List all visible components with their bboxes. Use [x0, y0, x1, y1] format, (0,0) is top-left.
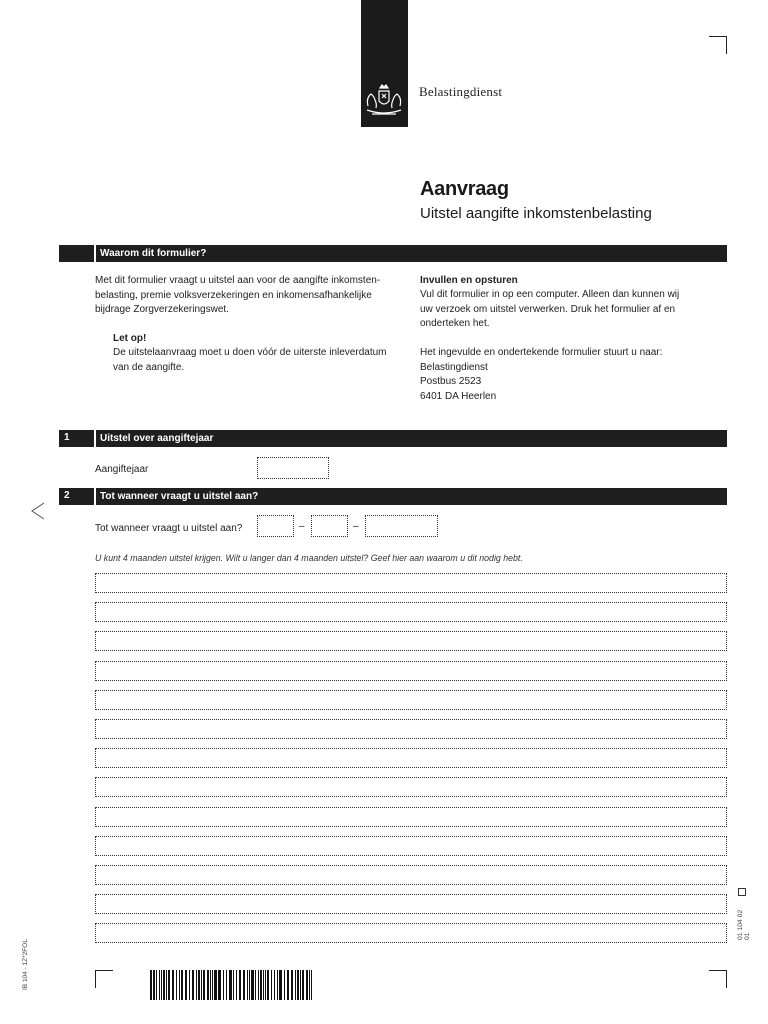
- reason-line-input[interactable]: [95, 748, 727, 768]
- barcode-bar: [295, 970, 296, 1000]
- barcode-bar: [196, 970, 197, 1000]
- form-code: 01 104 02 01: [737, 909, 751, 940]
- reason-line-input[interactable]: [95, 661, 727, 681]
- left-form-code: IB 104 - 1Z*2FOL: [22, 939, 29, 990]
- date-year-input[interactable]: [365, 515, 438, 537]
- barcode: [150, 970, 315, 1000]
- crop-mark-top-right: [709, 36, 727, 54]
- barcode-bar: [229, 970, 232, 1000]
- reason-line-input[interactable]: [95, 777, 727, 797]
- barcode-bar: [274, 970, 275, 1000]
- barcode-bar: [153, 970, 155, 1000]
- barcode-bar: [163, 970, 165, 1000]
- fold-chevron-icon: [28, 500, 46, 522]
- barcode-bar: [277, 970, 278, 1000]
- barcode-bar: [260, 970, 262, 1000]
- right-text: Vul dit formulier in op een computer. Alleen dan kunnen wij uw verzoek om uitstel verwerken. Druk het formulier af en onderteken het.: [420, 289, 680, 330]
- barcode-bar: [302, 970, 304, 1000]
- barcode-bar: [159, 970, 160, 1000]
- barcode-bar: [161, 970, 162, 1000]
- barcode-bar: [156, 970, 157, 1000]
- barcode-bar: [263, 970, 264, 1000]
- uitstel-datum-label: Tot wanneer vraagt u uitstel aan?: [95, 523, 243, 534]
- royal-coat-of-arms-icon: [362, 82, 406, 118]
- barcode-bar: [291, 970, 293, 1000]
- note-title: Let op!: [113, 333, 147, 344]
- reason-line-input[interactable]: [95, 807, 727, 827]
- reason-line-input[interactable]: [95, 690, 727, 710]
- section-number: 1: [64, 432, 70, 443]
- aangiftejaar-input[interactable]: [257, 457, 329, 479]
- right-title: Invullen en opsturen: [420, 275, 518, 286]
- page-title: Aanvraag: [420, 178, 509, 200]
- date-day-input[interactable]: [257, 515, 294, 537]
- barcode-bar: [185, 970, 187, 1000]
- barcode-bar: [212, 970, 213, 1000]
- form-code-box: [738, 888, 746, 896]
- barcode-bar: [226, 970, 227, 1000]
- barcode-bar: [306, 970, 308, 1000]
- date-month-input[interactable]: [311, 515, 348, 537]
- reason-line-input[interactable]: [95, 602, 727, 622]
- barcode-bar: [203, 970, 205, 1000]
- barcode-bar: [223, 970, 224, 1000]
- reason-line-input[interactable]: [95, 836, 727, 856]
- barcode-bar: [198, 970, 200, 1000]
- barcode-bar: [255, 970, 256, 1000]
- barcode-bar: [239, 970, 241, 1000]
- reason-line-input[interactable]: [95, 923, 727, 943]
- barcode-bar: [258, 970, 259, 1000]
- aangiftejaar-label: Aangiftejaar: [95, 464, 149, 475]
- barcode-bar: [243, 970, 245, 1000]
- barcode-bar: [236, 970, 237, 1000]
- barcode-bar: [201, 970, 202, 1000]
- barcode-bar: [172, 970, 174, 1000]
- barcode-bar: [166, 970, 167, 1000]
- barcode-bar: [214, 970, 217, 1000]
- section-bar-label: Waarom dit formulier?: [94, 245, 206, 262]
- section-bar-1: [59, 430, 727, 447]
- section-number: 2: [64, 490, 70, 501]
- reason-line-input[interactable]: [95, 573, 727, 593]
- barcode-bar: [192, 970, 194, 1000]
- barcode-bar: [189, 970, 190, 1000]
- barcode-bar: [218, 970, 221, 1000]
- section-bar-intro: [59, 245, 727, 262]
- barcode-bar: [284, 970, 285, 1000]
- barcode-bar: [233, 970, 234, 1000]
- barcode-bar: [207, 970, 209, 1000]
- barcode-bar: [267, 970, 269, 1000]
- address-block: Het ingevulde en ondertekende formulier stuurt u naar: Belastingdienst Postbus 2523 6401 DA Heerlen: [420, 347, 663, 402]
- barcode-bar: [181, 970, 183, 1000]
- brand-name: Belastingdienst: [419, 84, 503, 99]
- section-bar-label: Uitstel over aangiftejaar: [94, 430, 213, 447]
- barcode-bar: [287, 970, 289, 1000]
- crop-mark-bottom-right: [709, 970, 727, 988]
- section-bar-label: Tot wanneer vraagt u uitstel aan?: [94, 488, 258, 505]
- date-separator: –: [353, 521, 359, 532]
- date-separator: –: [299, 521, 305, 532]
- barcode-bar: [279, 970, 282, 1000]
- barcode-bar: [176, 970, 177, 1000]
- note-text: De uitstelaanvraag moet u doen vóór de uiterste inleverdatum van de aangifte.: [113, 347, 387, 373]
- barcode-bar: [247, 970, 248, 1000]
- reason-hint: U kunt 4 maanden uitstel krijgen. Wilt u langer dan 4 maanden uitstel? Geef hier aan waarom u dit nodig hebt.: [95, 553, 523, 563]
- barcode-bar: [300, 970, 301, 1000]
- barcode-bar: [265, 970, 266, 1000]
- barcode-bar: [179, 970, 180, 1000]
- reason-line-input[interactable]: [95, 894, 727, 914]
- crop-mark-bottom-left: [95, 970, 113, 988]
- page-subtitle: Uitstel aangifte inkomstenbelasting: [420, 205, 652, 222]
- barcode-bar: [311, 970, 312, 1000]
- barcode-bar: [297, 970, 299, 1000]
- barcode-bar: [168, 970, 170, 1000]
- barcode-bar: [210, 970, 211, 1000]
- reason-line-input[interactable]: [95, 719, 727, 739]
- intro-left-text: Met dit formulier vraagt u uitstel aan voor de aangifte inkomsten- belasting, premie volksverzekeringen en inkomensafhankelijke bijdrage Zorgverzekeringswet.: [95, 275, 381, 316]
- barcode-bar: [309, 970, 310, 1000]
- section-bar-2: [59, 488, 727, 505]
- barcode-bar: [150, 970, 152, 1000]
- barcode-bar: [249, 970, 250, 1000]
- barcode-bar: [271, 970, 272, 1000]
- reason-line-input[interactable]: [95, 631, 727, 651]
- reason-line-input[interactable]: [95, 865, 727, 885]
- barcode-bar: [251, 970, 254, 1000]
